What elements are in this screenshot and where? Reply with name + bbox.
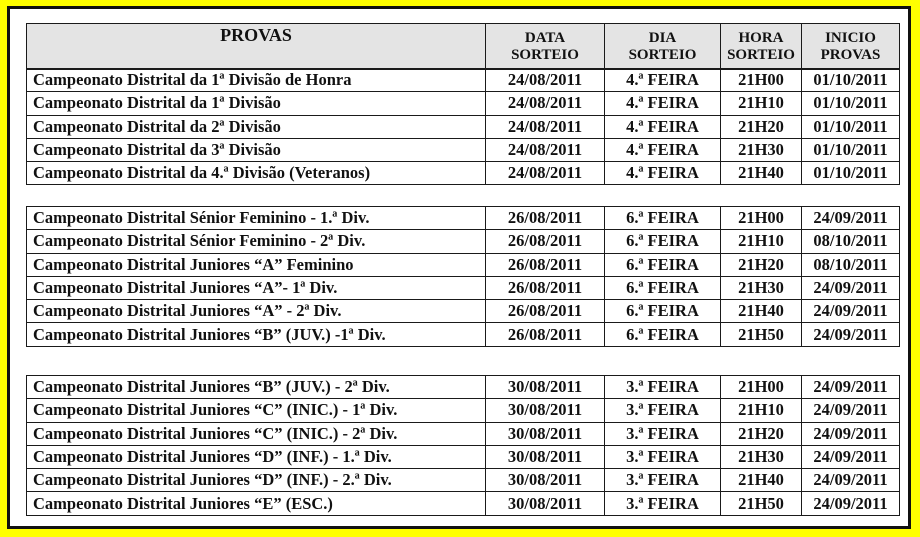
cell-inicio-provas: 08/10/2011 [802,230,900,253]
cell-dia-sorteio: 6.ª FEIRA [605,300,721,323]
cell-inicio-provas: 01/10/2011 [802,69,900,92]
cell-inicio-provas: 24/09/2011 [802,323,900,346]
cell-inicio-provas: 08/10/2011 [802,253,900,276]
table-row [27,492,900,515]
table-row [27,115,900,138]
cell-dia-sorteio: 6.ª FEIRA [605,253,721,276]
cell-inicio-provas: 24/09/2011 [802,492,900,515]
table-row [27,138,900,161]
table-row [27,376,900,399]
cell-hora-sorteio: 21H00 [721,207,802,230]
cell-inicio-provas: 24/09/2011 [802,207,900,230]
header-hora-sorteio [721,24,802,70]
cell-dia-sorteio: 4.ª FEIRA [605,162,721,185]
cell-inicio-provas: 01/10/2011 [802,115,900,138]
cell-data-sorteio: 30/08/2011 [486,422,605,445]
document-frame [7,6,911,529]
cell-hora-sorteio: 21H50 [721,323,802,346]
header-inicio-provas-line1: INICIO [825,29,876,46]
schedule-group-table [26,206,900,347]
header-provas: PROVAS [27,24,486,70]
table-row [27,162,900,185]
cell-inicio-provas: 24/09/2011 [802,399,900,422]
cell-dia-sorteio: 3.ª FEIRA [605,399,721,422]
header-dia-sorteio [605,24,721,70]
cell-data-sorteio: 26/08/2011 [486,300,605,323]
cell-prova: Campeonato Distrital Sénior Feminino - 1.ª Div. [27,207,486,230]
schedule-group-table [26,375,900,516]
table-row [27,399,900,422]
cell-prova: Campeonato Distrital da 1ª Divisão de Honra [27,69,486,92]
cell-data-sorteio: 24/08/2011 [486,115,605,138]
header-data-sorteio [486,24,605,70]
cell-data-sorteio: 26/08/2011 [486,323,605,346]
cell-prova: Campeonato Distrital da 1ª Divisão [27,92,486,115]
cell-dia-sorteio: 3.ª FEIRA [605,422,721,445]
cell-dia-sorteio: 3.ª FEIRA [605,469,721,492]
cell-inicio-provas: 01/10/2011 [802,162,900,185]
header-inicio-provas [802,24,900,70]
cell-data-sorteio: 26/08/2011 [486,253,605,276]
cell-inicio-provas: 01/10/2011 [802,138,900,161]
cell-data-sorteio: 24/08/2011 [486,162,605,185]
cell-hora-sorteio: 21H30 [721,276,802,299]
header-row [27,24,900,70]
header-hora-sorteio-line2: SORTEIO [727,46,795,63]
header-data-sorteio-line1: DATA [524,29,566,46]
cell-inicio-provas: 24/09/2011 [802,276,900,299]
cell-hora-sorteio: 21H40 [721,469,802,492]
cell-data-sorteio: 30/08/2011 [486,469,605,492]
header-hora-sorteio-line1: HORA [738,29,784,46]
cell-inicio-provas: 01/10/2011 [802,92,900,115]
cell-data-sorteio: 30/08/2011 [486,445,605,468]
table-row [27,445,900,468]
cell-data-sorteio: 24/08/2011 [486,92,605,115]
cell-hora-sorteio: 21H50 [721,492,802,515]
cell-prova: Campeonato Distrital Sénior Feminino - 2ª Div. [27,230,486,253]
table-row [27,300,900,323]
cell-data-sorteio: 26/08/2011 [486,276,605,299]
cell-hora-sorteio: 21H20 [721,253,802,276]
cell-dia-sorteio: 3.ª FEIRA [605,376,721,399]
cell-dia-sorteio: 4.ª FEIRA [605,138,721,161]
cell-hora-sorteio: 21H20 [721,115,802,138]
cell-dia-sorteio: 4.ª FEIRA [605,69,721,92]
cell-prova: Campeonato Distrital Juniores “A” Feminino [27,253,486,276]
header-dia-sorteio-line1: DIA [648,29,677,46]
table-row [27,469,900,492]
table-row [27,422,900,445]
table-row [27,253,900,276]
cell-prova: Campeonato Distrital Juniores “D” (INF.) - 1.ª Div. [27,445,486,468]
cell-prova: Campeonato Distrital Juniores “D” (INF.) - 2.ª Div. [27,469,486,492]
cell-dia-sorteio: 3.ª FEIRA [605,445,721,468]
table-row [27,276,900,299]
cell-dia-sorteio: 3.ª FEIRA [605,492,721,515]
cell-inicio-provas: 24/09/2011 [802,469,900,492]
cell-inicio-provas: 24/09/2011 [802,376,900,399]
cell-prova: Campeonato Distrital da 2ª Divisão [27,115,486,138]
cell-data-sorteio: 30/08/2011 [486,492,605,515]
cell-inicio-provas: 24/09/2011 [802,445,900,468]
cell-hora-sorteio: 21H30 [721,138,802,161]
cell-dia-sorteio: 6.ª FEIRA [605,323,721,346]
cell-data-sorteio: 26/08/2011 [486,207,605,230]
cell-hora-sorteio: 21H20 [721,422,802,445]
cell-hora-sorteio: 21H10 [721,230,802,253]
schedule-group-table [26,68,900,185]
cell-prova: Campeonato Distrital Juniores “C” (INIC.) - 1ª Div. [27,399,486,422]
cell-hora-sorteio: 21H10 [721,92,802,115]
cell-dia-sorteio: 4.ª FEIRA [605,115,721,138]
schedule-header-table [26,23,900,70]
cell-hora-sorteio: 21H00 [721,69,802,92]
cell-data-sorteio: 30/08/2011 [486,399,605,422]
cell-dia-sorteio: 6.ª FEIRA [605,230,721,253]
cell-hora-sorteio: 21H00 [721,376,802,399]
cell-dia-sorteio: 6.ª FEIRA [605,276,721,299]
cell-hora-sorteio: 21H40 [721,300,802,323]
cell-prova: Campeonato Distrital Juniores “A” - 2ª Div. [27,300,486,323]
cell-data-sorteio: 30/08/2011 [486,376,605,399]
header-dia-sorteio-line2: SORTEIO [628,46,697,63]
header-data-sorteio-line2: SORTEIO [511,46,579,63]
cell-hora-sorteio: 21H30 [721,445,802,468]
cell-hora-sorteio: 21H40 [721,162,802,185]
cell-data-sorteio: 24/08/2011 [486,69,605,92]
cell-data-sorteio: 26/08/2011 [486,230,605,253]
table-row [27,230,900,253]
cell-dia-sorteio: 4.ª FEIRA [605,92,721,115]
cell-inicio-provas: 24/09/2011 [802,422,900,445]
table-row [27,92,900,115]
cell-prova: Campeonato Distrital da 3ª Divisão [27,138,486,161]
cell-prova: Campeonato Distrital Juniores “A”- 1ª Div. [27,276,486,299]
header-inicio-provas-line2: PROVAS [820,46,881,63]
cell-prova: Campeonato Distrital Juniores “B” (JUV.) - 2ª Div. [27,376,486,399]
cell-dia-sorteio: 6.ª FEIRA [605,207,721,230]
cell-prova: Campeonato Distrital Juniores “E” (ESC.) [27,492,486,515]
cell-hora-sorteio: 21H10 [721,399,802,422]
cell-inicio-provas: 24/09/2011 [802,300,900,323]
table-row [27,69,900,92]
cell-prova: Campeonato Distrital da 4.ª Divisão (Veteranos) [27,162,486,185]
cell-data-sorteio: 24/08/2011 [486,138,605,161]
cell-prova: Campeonato Distrital Juniores “C” (INIC.) - 2ª Div. [27,422,486,445]
table-row [27,207,900,230]
table-row [27,323,900,346]
cell-prova: Campeonato Distrital Juniores “B” (JUV.) -1ª Div. [27,323,486,346]
